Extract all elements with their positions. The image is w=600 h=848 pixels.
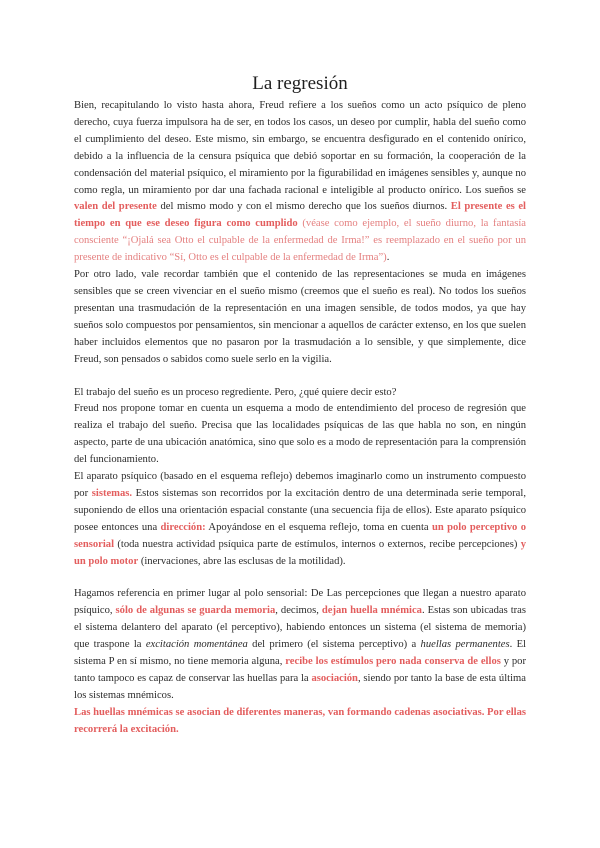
highlight-text: valen del presente [74, 201, 157, 213]
text-run: . El sistema P en sí mismo, no tiene memoria alguna, [74, 639, 527, 668]
text-run: Apoyándose en el esquema reflejo, toma en cuenta [205, 521, 432, 533]
highlight-text: dirección: [160, 521, 206, 533]
highlight-example: (véase como ejemplo, el sueño diurno, la fantasía consciente “¡Ojalá sea Otto el culpable de la enfermedad de Irma!” es reemplazado en el sueño por un presente de indicativo “Sí, Otto es el culpable de la enfermedad de Irma”) [74, 218, 526, 264]
page-title: La regresión [252, 73, 348, 94]
italic-text: huellas permanentes [420, 639, 510, 651]
text-run: del primero (el sistema perceptivo) a [247, 639, 421, 651]
highlight-text: El presente es el tiempo en que ese deseo figura como cumplido [74, 201, 526, 230]
highlight-text: sólo de algunas se guarda memoria [115, 605, 276, 617]
text-run: . Estas son ubicadas tras el sistema delantero del aparato (el perceptivo), habiendo entonces un sistema (el sistema de memoria) que traspone la [74, 605, 527, 651]
highlight-text: y un polo motor [74, 538, 526, 567]
paragraph-summary [74, 98, 526, 267]
text-run: del mismo modo y con el mismo derecho que los sueños diurnos. [156, 201, 451, 213]
highlight-text: asociación [311, 673, 358, 684]
highlight-text: sistemas. [91, 487, 133, 499]
paragraph-apparatus [74, 469, 526, 570]
text-run: El aparato psíquico (basado en el esquema reflejo) debemos imaginarlo como un instrumento compuesto por [74, 471, 526, 499]
text-run: Bien, recapitulando lo visto hasta ahora, Freud refiere a los sueños como un acto psíquico de pleno derecho, cuya fuerza impulsora ha de ser, en todos los casos, un deseo por cumplir, habla del sueño como el cumplimiento del deseo. Este mismo, sin embargo, se encuentra desfigurado en el contenido onírico, debido a la influencia de la censura psíquica que debió soportar en su formación, la cooperación de la condensación del material psíquico, el miramiento por la figurabilidad en imágenes sensibles y, aunque no como regla, un miramiento por dar una fachada racional e inteligible al producto onírico. Los sueños se [74, 100, 526, 196]
text-run: , siendo por tanto la base de esta última los sistemas mnémicos. [74, 673, 526, 701]
text-run: Hagamos referencia en primer lugar al polo sensorial: De Las percepciones que llegan a nuestro aparato psíquico, [74, 588, 526, 617]
paragraph-sensory-pole [74, 586, 526, 704]
spacer [74, 369, 526, 385]
paragraph-representations: Por otro lado, vale recordar también que el contenido de las representaciones se muda en imágenes sensibles que se creen vivenciar en el sueño mismo (creemos que el sueño es real). No todos los sueños presentan una trasmudación de la representación en una imagen sensible, de todos modos, ya que hay sueños solo compuestos por pensamientos, sin mencionar a aquellos de carácter extenso, en los que suelen haber incluidos elementos que no pasaron por la trasmudación a lo sensible, y que simplemente, dice Freud, son pensados o sabidos como suele serlo en la vigilia. [74, 269, 526, 365]
text-run: Estos sistemas son recorridos por la excitación dentro de una determinada serie temporal, suponiendo de ellos una orientación espacial constante (una secuencia fija de ellos). Este aparato psíquico posee entonces una [74, 487, 526, 533]
text-run: , decimos, [275, 605, 322, 617]
paragraph-question: El trabajo del sueño es un proceso regrediente. Pero, ¿qué quiere decir esto? [74, 386, 397, 398]
highlight-text: dejan huella mnémica [321, 605, 422, 617]
highlight-text: un polo perceptivo o sensorial [74, 521, 526, 550]
text-run: y por tanto tampoco es capaz de conservar las huellas para la [74, 656, 527, 684]
spacer [74, 570, 526, 586]
text-run: . [386, 252, 390, 264]
highlight-text: recibe los estímulos pero nada conserva de ellos [285, 656, 501, 668]
italic-text: excitación momentánea [145, 639, 248, 651]
paragraph-associations: Las huellas mnémicas se asocian de diferentes maneras, van formando cadenas asociativas. Por ellas recorrerá la excitación. [74, 706, 526, 735]
paragraph-scheme: Freud nos propone tomar en cuenta un esquema a modo de entendimiento del proceso de regresión que realiza el trabajo del sueño. Precisa que las localidades psíquicas de las que habla no son, en ningún aspecto, parte de una ubicación anatómica, sino que solo es a modo de representación para la comprensión del funcionamiento. [74, 403, 526, 466]
text-run: (toda nuestra actividad psíquica parte de estímulos, internos o externos, recibe percepciones) [114, 538, 521, 550]
text-run: (inervaciones, abre las esclusas de la motilidad). [138, 555, 346, 567]
